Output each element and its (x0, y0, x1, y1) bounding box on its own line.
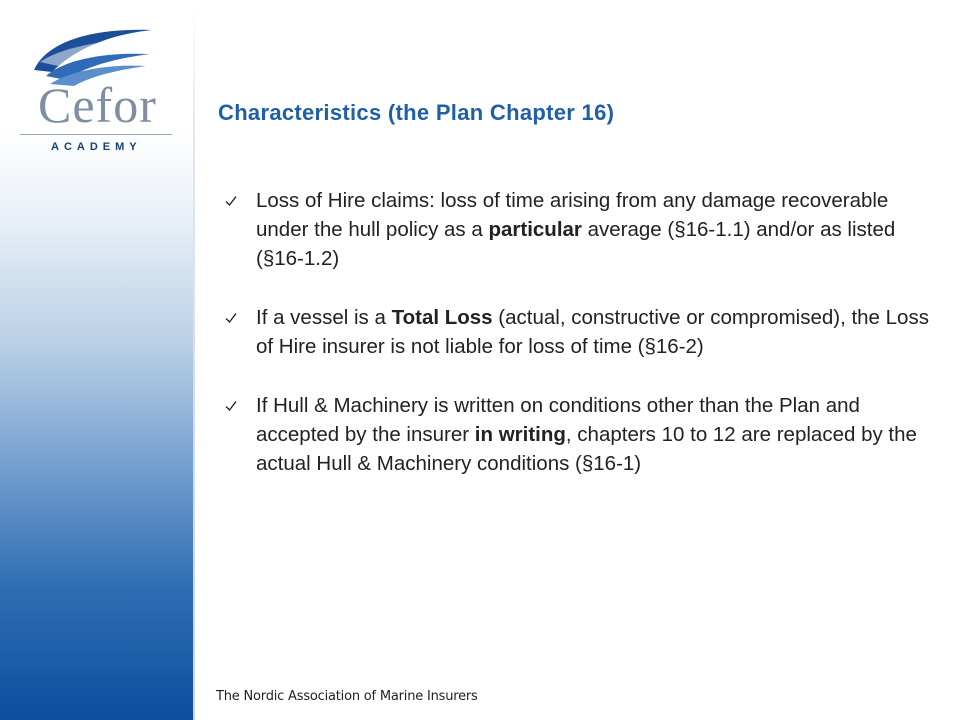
bullet-item (224, 186, 940, 273)
checkmark-icon (224, 399, 238, 413)
bullet-item (224, 303, 940, 361)
logo-wordmark: Cefor (38, 77, 157, 133)
checkmark-icon (224, 311, 238, 325)
bullet-bold-text: in writing (474, 423, 566, 446)
sidebar-divider (193, 0, 195, 720)
bullet-text: (actual, constructive or compromised), the Loss of Hire insurer is not liable for loss of time (§16-2) (256, 306, 929, 358)
bullet-text: Loss of Hire claims: loss of time arising from any damage recoverable under the hull policy as a (256, 189, 889, 241)
bullet-text: average (§16-1.1) and/or as listed (§16-1.2) (256, 218, 896, 270)
slide-title: Characteristics (the Plan Chapter 16) (218, 100, 615, 125)
bullet-text: If Hull & Machinery is written on conditions other than the Plan and accepted by the insurer (256, 394, 860, 446)
bullet-bold-text: Total Loss (391, 306, 493, 329)
bullet-text: If a vessel is a (256, 306, 392, 329)
logo-divider (20, 134, 172, 135)
checkmark-icon (224, 194, 238, 208)
bullet-item (224, 391, 940, 478)
bullet-bold-text: particular (488, 218, 582, 241)
bullet-list (224, 186, 940, 478)
footer-text: The Nordic Association of Marine Insurers (216, 689, 478, 704)
cefor-academy-logo (0, 0, 193, 170)
bullet-text: , chapters 10 to 12 are replaced by the actual Hull & Machinery conditions (§16-1) (256, 423, 917, 475)
logo-subtitle: ACADEMY (51, 141, 142, 153)
